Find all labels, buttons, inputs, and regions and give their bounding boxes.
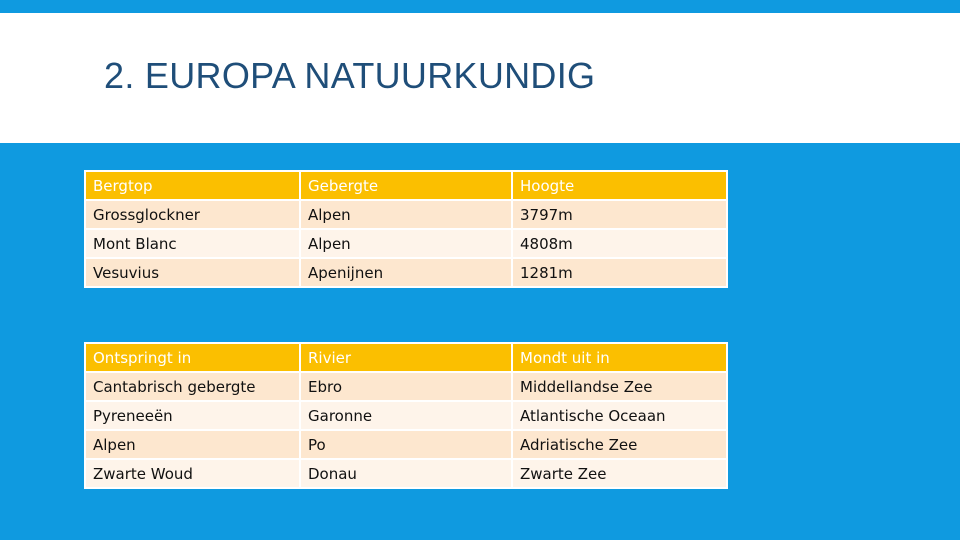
- table-cell: 4808m: [512, 229, 727, 258]
- table-cell: Vesuvius: [85, 258, 300, 287]
- table-cell: Grossglockner: [85, 200, 300, 229]
- table-cell: Alpen: [300, 200, 512, 229]
- table-cell: Po: [300, 430, 512, 459]
- column-header: Bergtop: [85, 171, 300, 200]
- table-cell: 3797m: [512, 200, 727, 229]
- table-row: [85, 430, 727, 459]
- table-row: [85, 200, 727, 229]
- table-row: [85, 258, 727, 287]
- table-cell: Ebro: [300, 372, 512, 401]
- slide-title: 2. EUROPA NATUURKUNDIG: [104, 55, 596, 96]
- table-cell: Atlantische Oceaan: [512, 401, 727, 430]
- table-cell: Mont Blanc: [85, 229, 300, 258]
- column-header: Rivier: [300, 343, 512, 372]
- table-cell: 1281m: [512, 258, 727, 287]
- table-row: [85, 229, 727, 258]
- table-cell: Garonne: [300, 401, 512, 430]
- table-cell: Adriatische Zee: [512, 430, 727, 459]
- mountains-table: [84, 170, 728, 288]
- table-row: [85, 459, 727, 488]
- table-cell: Donau: [300, 459, 512, 488]
- table-row: [85, 401, 727, 430]
- column-header: Hoogte: [512, 171, 727, 200]
- table-cell: Apenijnen: [300, 258, 512, 287]
- table-cell: Middellandse Zee: [512, 372, 727, 401]
- table-row: [85, 372, 727, 401]
- table-header-row: [85, 171, 727, 200]
- column-header: Ontspringt in: [85, 343, 300, 372]
- table-cell: Alpen: [85, 430, 300, 459]
- rivers-table: [84, 342, 728, 489]
- table-cell: Zwarte Woud: [85, 459, 300, 488]
- table-cell: Pyreneeën: [85, 401, 300, 430]
- column-header: Mondt uit in: [512, 343, 727, 372]
- table-cell: Alpen: [300, 229, 512, 258]
- table-cell: Cantabrisch gebergte: [85, 372, 300, 401]
- column-header: Gebergte: [300, 171, 512, 200]
- table-header-row: [85, 343, 727, 372]
- table-cell: Zwarte Zee: [512, 459, 727, 488]
